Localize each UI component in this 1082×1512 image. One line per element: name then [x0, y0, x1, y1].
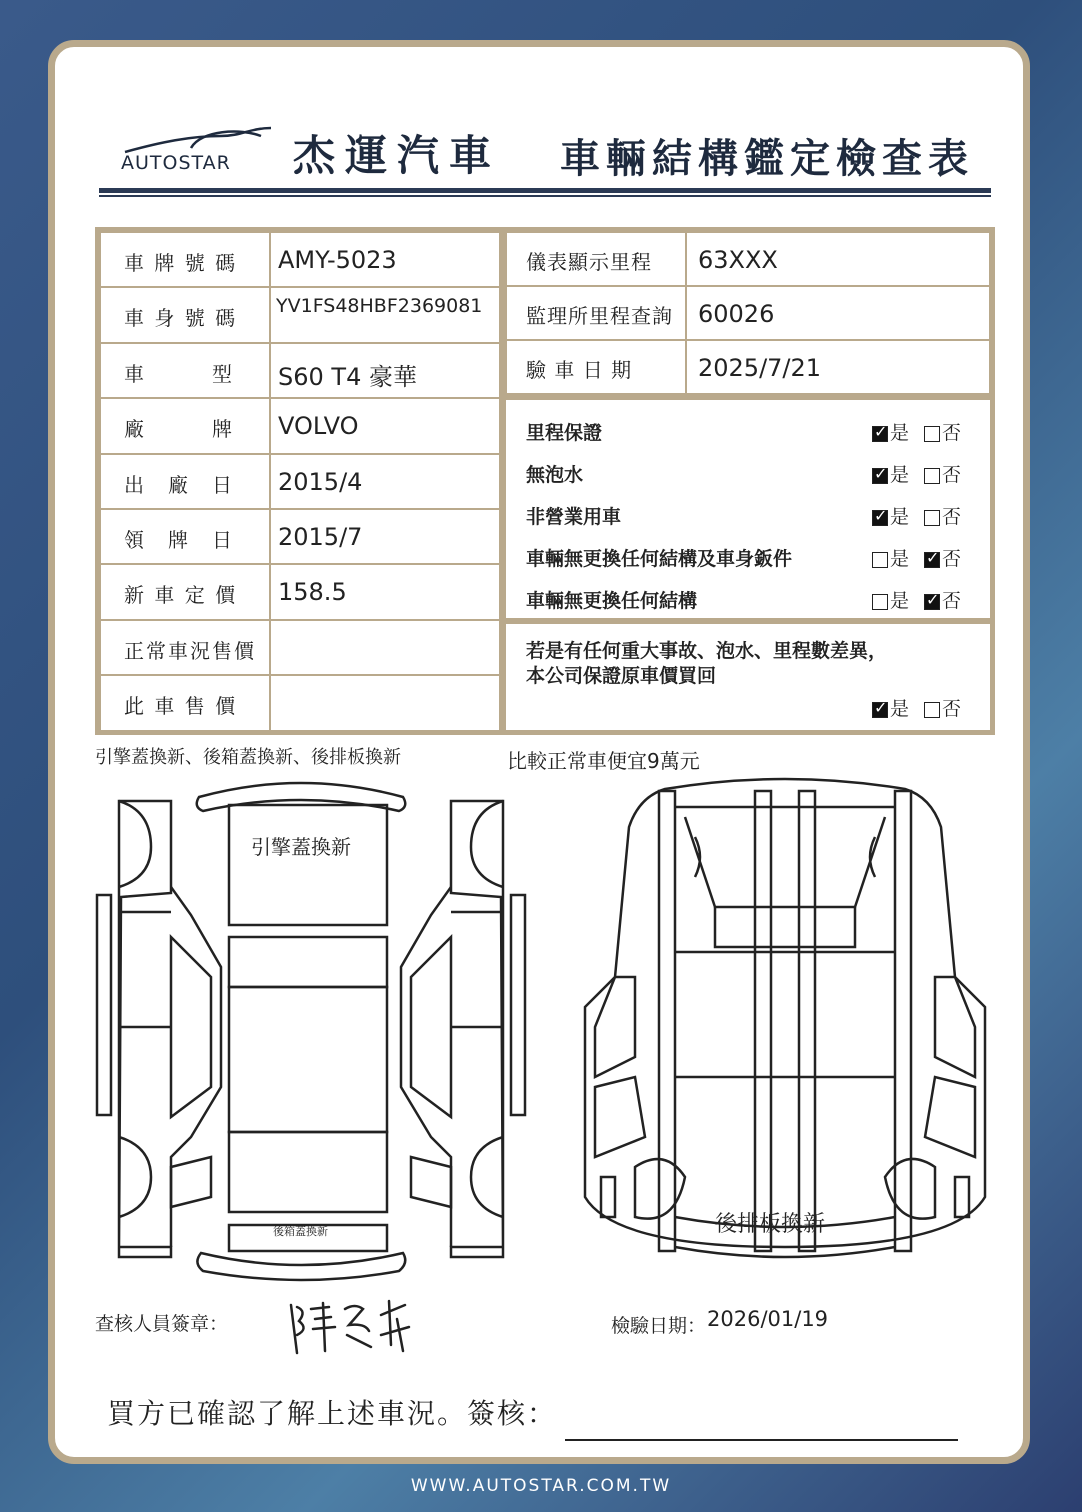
left-table-value: 158.5	[278, 578, 347, 607]
left-table-label: 廠 牌	[124, 417, 234, 442]
checklist-no-text: 否	[942, 590, 962, 612]
checklist-no[interactable]	[924, 586, 961, 613]
left-table-value: AMY-5023	[278, 246, 397, 274]
left-table-value: 2015/7	[278, 523, 363, 551]
buyer-confirmation: 買方已確認了解上述車況。簽核：	[107, 1397, 558, 1430]
checklist-no-text: 否	[942, 506, 962, 528]
checklist-yes-text: 是	[890, 422, 910, 444]
checklist-yes[interactable]	[872, 586, 909, 613]
right-note: 比較正常車便宜9萬元	[507, 749, 700, 773]
left-table-value-cell	[270, 620, 500, 675]
checklist-yes-checkbox[interactable]	[872, 468, 888, 484]
guarantee-no-checkbox[interactable]	[924, 702, 940, 718]
guarantee-line1: 若是有任何重大事故、泡水、里程數差異，	[526, 640, 888, 662]
hood-label: 引擎蓋換新	[251, 835, 351, 859]
checklist-yes-text: 是	[890, 590, 910, 612]
checklist-yes-checkbox[interactable]	[872, 510, 888, 526]
left-table-label: 車 型	[124, 361, 234, 386]
checklist-yes[interactable]	[872, 418, 909, 445]
checklist-yes-checkbox[interactable]	[872, 594, 888, 610]
checklist-no-checkbox[interactable]	[924, 594, 940, 610]
no-label: 否	[942, 698, 962, 720]
buyer-signature-line[interactable]	[565, 1439, 958, 1441]
checklist-item-label: 車輛無更換任何結構	[526, 590, 698, 612]
left-table-value-cell	[270, 675, 500, 730]
checklist-yes[interactable]	[872, 460, 909, 487]
guarantee-line2: 本公司保證原車價買回	[526, 665, 717, 687]
guarantee-yes-checkbox[interactable]	[872, 702, 888, 718]
checklist-item-label: 非營業用車	[526, 506, 622, 528]
inspection-card	[48, 40, 1030, 1464]
checklist-yes-checkbox[interactable]	[872, 552, 888, 568]
left-note: 引擎蓋換新、後箱蓋換新、後排板換新	[95, 747, 401, 768]
vin-value: YV1FS48HBF2369081	[276, 295, 483, 318]
brand-name: 杰運汽車	[293, 131, 502, 180]
left-table-label: 正常車況售價	[124, 638, 256, 663]
checklist-yes[interactable]	[872, 544, 909, 571]
document-title: 車輛結構鑑定檢查表	[560, 136, 974, 182]
checklist-yes-text: 是	[890, 548, 910, 570]
checklist-top-border	[506, 394, 990, 400]
checklist-yes-text: 是	[890, 464, 910, 486]
header-rule-thin	[99, 195, 991, 197]
inspection-date-label: 檢驗日期：	[611, 1315, 707, 1337]
left-table-label: 車 身 號 碼	[124, 306, 238, 331]
left-table-value: 2015/4	[278, 467, 363, 496]
checklist-yes-checkbox[interactable]	[872, 426, 888, 442]
checklist-item-label: 里程保證	[526, 422, 603, 444]
checklist-item-label: 無泡水	[526, 464, 584, 486]
checklist-no[interactable]	[924, 544, 961, 571]
right-table-label: 監理所里程查詢	[526, 304, 673, 328]
left-table-value: VOLVO	[278, 412, 359, 441]
checklist-no-checkbox[interactable]	[924, 552, 940, 568]
left-table-label: 新 車 定 價	[124, 583, 238, 608]
yes-label: 是	[890, 698, 910, 720]
footer-url[interactable]: WWW.AUTOSTAR.COM.TW	[410, 1476, 672, 1496]
checklist-no-checkbox[interactable]	[924, 426, 940, 442]
right-table-value: 63XXX	[698, 246, 778, 274]
header-rule	[99, 188, 991, 193]
left-table-value: S60 T4 豪華	[278, 362, 417, 391]
checklist-no[interactable]	[924, 460, 961, 487]
car-rear-view-diagram	[575, 777, 995, 1277]
right-table-value: 2025/7/21	[698, 354, 822, 382]
logo-text: AUTOSTAR	[121, 152, 231, 174]
left-table-label: 此 車 售 價	[124, 694, 238, 719]
autostar-logo	[121, 122, 271, 172]
guarantee-top-border	[506, 618, 990, 624]
checklist-no[interactable]	[924, 502, 961, 529]
right-table-label: 儀表顯示里程	[526, 250, 652, 274]
right-table-value: 60026	[698, 300, 775, 328]
checklist-no-text: 否	[942, 422, 962, 444]
inspection-date-value: 2026/01/19	[707, 1307, 829, 1331]
rear-panel-label: 後排板換新	[715, 1212, 826, 1237]
guarantee-no[interactable]	[924, 694, 961, 721]
checklist-no-checkbox[interactable]	[924, 468, 940, 484]
checklist-item-label: 車輛無更換任何結構及車身鈑件	[526, 548, 793, 570]
inspector-signature	[285, 1295, 415, 1355]
right-table-label: 驗 車 日 期	[526, 358, 633, 382]
checklist-no-text: 否	[942, 464, 962, 486]
left-table-label: 車 牌 號 碼	[124, 251, 238, 275]
checklist-no-checkbox[interactable]	[924, 510, 940, 526]
checklist-yes-text: 是	[890, 506, 910, 528]
inspector-label: 查核人員簽章：	[95, 1313, 229, 1335]
info-table	[95, 227, 995, 735]
guarantee-yes[interactable]	[872, 694, 909, 721]
column-divider	[500, 232, 506, 730]
left-table-label: 領 牌 日	[124, 528, 234, 552]
checklist-no[interactable]	[924, 418, 961, 445]
left-table-label: 出 廠 日	[124, 472, 234, 497]
checklist-no-text: 否	[942, 548, 962, 570]
trunk-label: 後箱蓋換新	[273, 1225, 328, 1238]
checklist-yes[interactable]	[872, 502, 909, 529]
